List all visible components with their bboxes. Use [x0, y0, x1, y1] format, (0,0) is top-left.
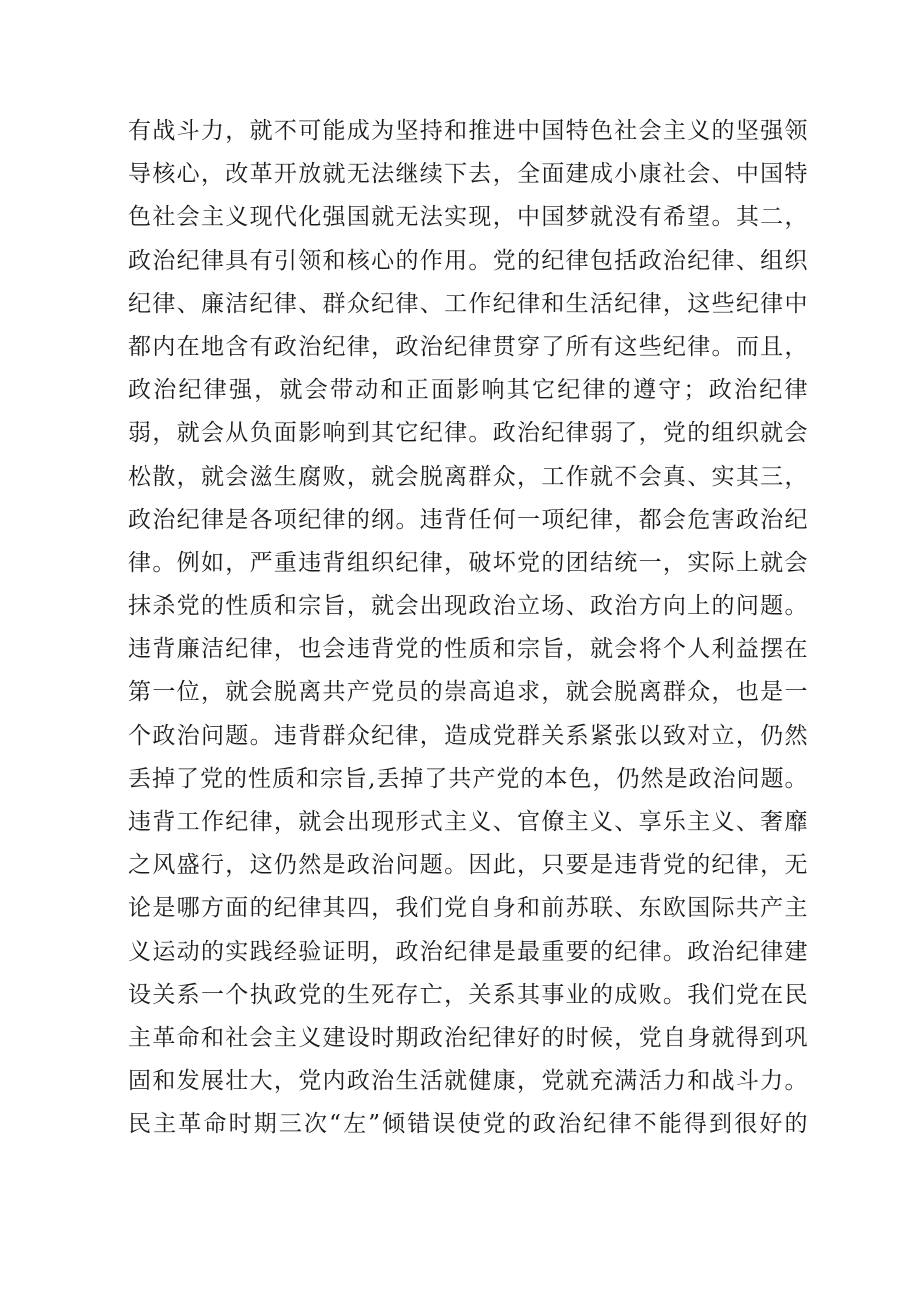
- text-line: 违背廉洁纪律，也会违背党的性质和宗旨，就会将个人利益摆在: [128, 636, 808, 663]
- text-line: 色社会主义现代化强国就无法实现，中国梦就没有希望。其二，: [128, 204, 808, 231]
- text-line: 义运动的实践经验证明，政治纪律是最重要的纪律。政治纪律建: [128, 938, 808, 965]
- text-line: 纪律、廉洁纪律、群众纪律、工作纪律和生活纪律，这些纪律中: [128, 290, 808, 317]
- text-line: 政治纪律是各项纪律的纲。违背任何一项纪律，都会危害政治纪: [128, 506, 808, 533]
- text-line: 第一位，就会脱离共产党员的崇高追求，就会脱离群众，也是一: [128, 679, 808, 706]
- text-line: 政治纪律强，就会带动和正面影响其它纪律的遵守；政治纪律: [128, 377, 808, 404]
- text-line: 论是哪方面的纪律其四，我们党自身和前苏联、东欧国际共产主: [128, 895, 808, 922]
- text-line: 政治纪律具有引领和核心的作用。党的纪律包括政治纪律、组织: [128, 247, 808, 274]
- text-line: 设关系一个执政党的生死存亡，关系其事业的成败。我们党在民: [128, 981, 808, 1008]
- text-line: 丢掉了党的性质和宗旨,丢掉了共产党的本色，仍然是政治问题。: [128, 765, 808, 792]
- text-line: 主革命和社会主义建设时期政治纪律好的时候，党自身就得到巩: [128, 1024, 808, 1051]
- text-line: 有战斗力，就不可能成为坚持和推进中国特色社会主义的坚强领: [128, 118, 808, 144]
- text-line: 违背工作纪律，就会出现形式主义、官僚主义、享乐主义、奢靡: [128, 809, 808, 835]
- text-line: 抹杀党的性质和宗旨，就会出现政治立场、政治方向上的问题。: [128, 593, 808, 620]
- text-line: 律。例如，严重违背组织纪律，破坏党的团结统一，实际上就会: [128, 549, 808, 576]
- text-line: 弱，就会从负面影响到其它纪律。政治纪律弱了，党的组织就会: [128, 420, 808, 447]
- text-line: 松散，就会滋生腐败，就会脱离群众，工作就不会真、实其三，: [128, 463, 808, 490]
- text-line: 固和发展壮大，党内政治生活就健康，党就充满活力和战斗力。: [128, 1068, 808, 1095]
- text-line: 之风盛行，这仍然是政治问题。因此，只要是违背党的纪律，无: [128, 852, 808, 879]
- body-text: [128, 110, 808, 1147]
- text-line: 导核心，改革开放就无法继续下去，全面建成小康社会、中国特: [128, 161, 808, 188]
- text-line: 个政治问题。违背群众纪律，造成党群关系紧张以致对立，仍然: [128, 722, 808, 749]
- text-line: 都内在地含有政治纪律，政治纪律贯穿了所有这些纪律。而且，: [128, 333, 808, 360]
- text-line: 民主革命时期三次“左”倾错误使党的政治纪律不能得到很好的: [128, 1111, 808, 1138]
